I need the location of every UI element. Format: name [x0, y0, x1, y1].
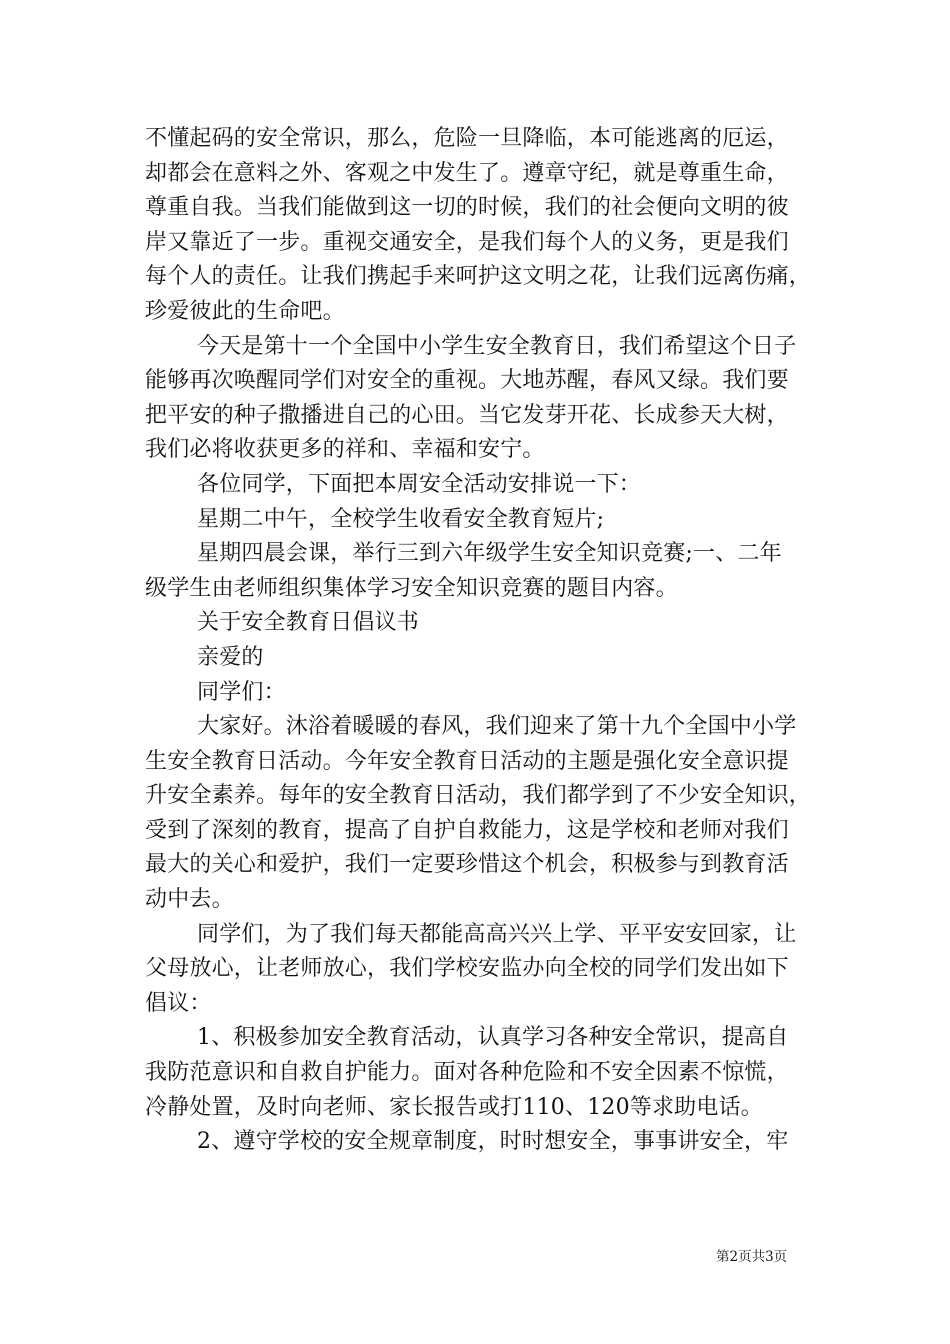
- text-line: 冷静处置，及时向老师、家长报告或打110、120等求助电话。: [145, 1094, 763, 1120]
- paragraph-start-line: 星期四晨会课，举行三到六年级学生安全知识竞赛;一、二年: [197, 541, 782, 567]
- text-line: 升安全素养。每年的安全教育日活动，我们都学到了不少安全知识，: [145, 783, 812, 809]
- text-line: 把平安的种子撒播进自己的心田。当它发芽开花、长成参天大树，: [145, 402, 789, 428]
- text-line: 能够再次唤醒同学们对安全的重视。大地苏醒，春风又绿。我们要: [145, 368, 789, 394]
- text-line: 我防范意识和自救自护能力。面对各种危险和不安全因素不惊慌，: [145, 1060, 789, 1086]
- text-line: 父母放心，让老师放心，我们学校安监办向全校的同学们发出如下: [145, 956, 789, 982]
- text-line: 受到了深刻的教育，提高了自护自救能力，这是学校和老师对我们: [145, 817, 789, 843]
- paragraph-start-line: 各位同学，下面把本周安全活动安排说一下：: [197, 471, 642, 497]
- text-line: 动中去。: [145, 887, 234, 913]
- salutation-line: 亲爱的: [197, 644, 264, 670]
- text-line: 不懂起码的安全常识，那么，危险一旦降临，本可能逃离的厄运，: [145, 126, 789, 151]
- text-line: 每个人的责任。让我们携起手来呵护这文明之花，让我们远离伤痛，: [145, 264, 812, 290]
- paragraph-start-line: 大家好。沐浴着暖暖的春风，我们迎来了第十九个全国中小学: [197, 714, 797, 740]
- text-line: 倡议：: [145, 990, 212, 1016]
- paragraph-start-line: 2、遵守学校的安全规章制度，时时想安全，事事讲安全，牢: [197, 1129, 789, 1155]
- salutation-line: 同学们：: [197, 679, 286, 705]
- text-line: 珍爱彼此的生命吧。: [145, 298, 345, 324]
- paragraph-start-line: 星期二中午，全校学生收看安全教育短片;: [197, 506, 605, 532]
- paragraph-start-line: 1、积极参加安全教育活动，认真学习各种安全常识，提高自: [197, 1025, 789, 1051]
- text-line: 岸又靠近了一步。重视交通安全，是我们每个人的义务，更是我们: [145, 229, 789, 255]
- section-title-line: 关于安全教育日倡议书: [197, 610, 420, 636]
- paragraph-start-line: 今天是第十一个全国中小学生安全教育日，我们希望这个日子: [197, 333, 797, 359]
- text-line: 生安全教育日活动。今年安全教育日活动的主题是强化安全意识提: [145, 748, 789, 774]
- text-line: 尊重自我。当我们能做到这一切的时候，我们的社会便向文明的彼: [145, 195, 789, 221]
- text-line: 却都会在意料之外、客观之中发生了。遵章守纪，就是尊重生命，: [145, 160, 789, 186]
- document-body: [145, 122, 812, 1160]
- text-line: 最大的关心和爱护，我们一定要珍惜这个机会，积极参与到教育活: [145, 852, 789, 878]
- text-line: 我们必将收获更多的祥和、幸福和安宁。: [145, 437, 545, 463]
- text-line: 级学生由老师组织集体学习安全知识竞赛的题目内容。: [145, 575, 678, 601]
- paragraph-start-line: 同学们，为了我们每天都能高高兴兴上学、平平安安回家，让: [197, 921, 797, 947]
- page-number: 第2页共3页: [716, 1249, 788, 1265]
